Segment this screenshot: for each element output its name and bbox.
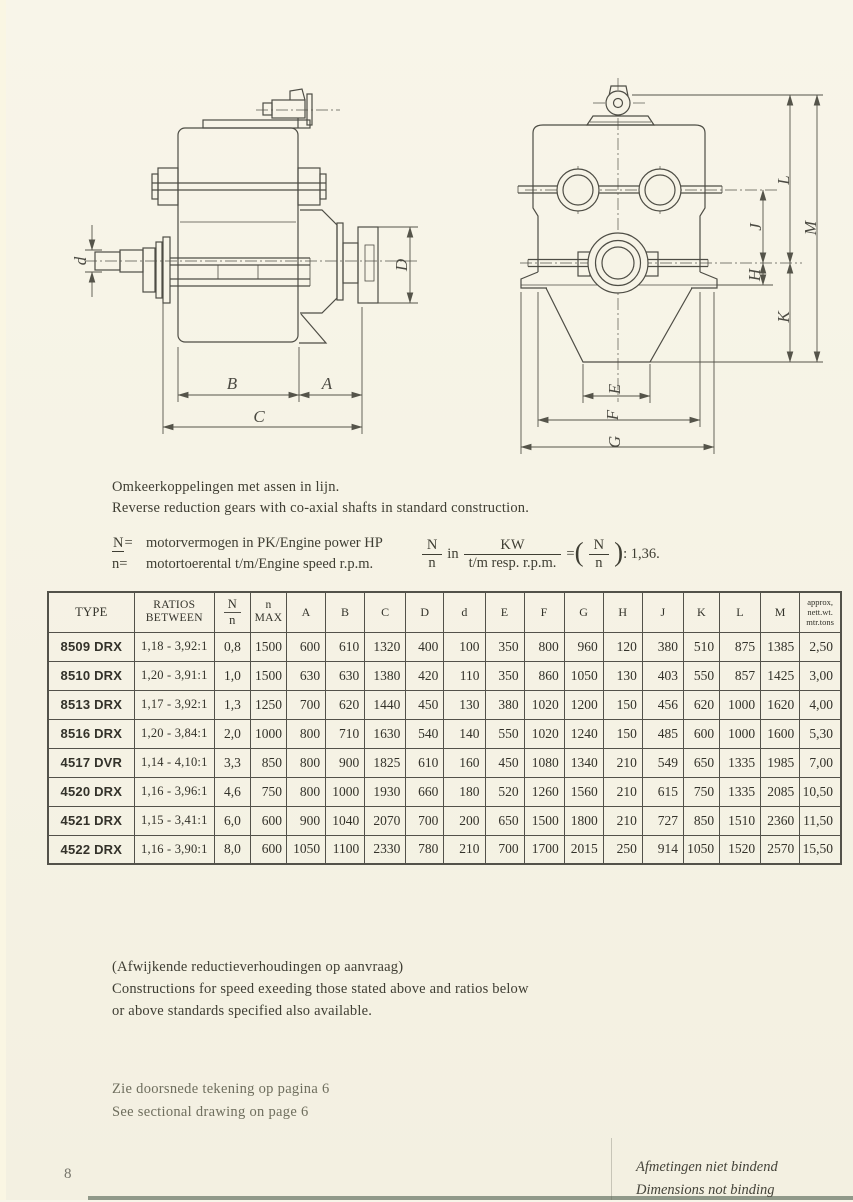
value-cell: 1020 (524, 719, 564, 748)
dim-label-J: J (746, 223, 765, 231)
value-cell: 2360 (761, 806, 800, 835)
value-cell: 860 (524, 661, 564, 690)
dim-label-L: L (774, 175, 793, 185)
type-cell: 4522 DRX (48, 835, 134, 864)
ratios-cell: 1,20 - 3,91:1 (134, 661, 214, 690)
dim-label-M: M (801, 220, 820, 236)
disclaimer-en: Dimensions not binding (636, 1182, 775, 1198)
value-cell: 1335 (720, 777, 761, 806)
value-cell: 1600 (761, 719, 800, 748)
value-cell: 549 (642, 748, 683, 777)
value-cell: 1040 (326, 806, 365, 835)
value-cell: 850 (683, 806, 719, 835)
value-cell: 620 (683, 690, 719, 719)
value-cell: 700 (406, 806, 444, 835)
value-cell: 615 (642, 777, 683, 806)
value-cell: 1985 (761, 748, 800, 777)
value-cell: 780 (406, 835, 444, 864)
value-cell: 1800 (564, 806, 603, 835)
side-view-dimensions (85, 225, 418, 434)
dim-label-K: K (774, 311, 793, 323)
value-cell: 1620 (761, 690, 800, 719)
header-dim-J: J (642, 592, 683, 632)
conversion-formula (417, 537, 660, 572)
value-cell: 857 (720, 661, 761, 690)
dim-label-D: D (392, 258, 411, 272)
front-view-drawing (505, 70, 835, 470)
value-cell: 650 (683, 748, 719, 777)
value-cell: 130 (603, 661, 642, 690)
note-line-2: Constructions for speed exeeding those stated above and ratios below (112, 981, 529, 997)
paper-crease-line (611, 1138, 612, 1200)
value-cell: 540 (406, 719, 444, 748)
intro-text (112, 477, 529, 519)
nmax-cell: 750 (250, 777, 286, 806)
value-cell: 456 (642, 690, 683, 719)
value-cell: 700 (287, 690, 326, 719)
ratios-cell: 1,15 - 3,41:1 (134, 806, 214, 835)
value-cell: 400 (406, 632, 444, 661)
table-row (48, 748, 841, 777)
value-cell: 2330 (365, 835, 406, 864)
shaft-centerline (85, 110, 420, 261)
value-cell: 1000 (720, 719, 761, 748)
value-cell: 610 (406, 748, 444, 777)
value-cell: 1380 (365, 661, 406, 690)
value-cell: 1050 (683, 835, 719, 864)
table-row (48, 719, 841, 748)
header-ratios: RATIOS BETWEEN (134, 592, 214, 632)
value-cell: 1520 (720, 835, 761, 864)
nmax-cell: 1500 (250, 661, 286, 690)
value-cell: 900 (326, 748, 365, 777)
legend-formula (112, 533, 660, 575)
value-cell: 210 (444, 835, 485, 864)
nmax-cell: 850 (250, 748, 286, 777)
note-line-3: or above standards specified also available. (112, 1003, 373, 1019)
symbol-N: N= (113, 535, 133, 551)
availability-notes (112, 956, 529, 1022)
value-cell: 1020 (524, 690, 564, 719)
nn-cell: 0,8 (214, 632, 250, 661)
front-view-centerlines (520, 78, 802, 402)
value-cell: 450 (406, 690, 444, 719)
type-cell: 4520 DRX (48, 777, 134, 806)
header-dim-K: K (683, 592, 719, 632)
gearbox-front-outline (518, 86, 722, 362)
value-cell: 1560 (564, 777, 603, 806)
nn-cell: 4,6 (214, 777, 250, 806)
value-cell: 1700 (524, 835, 564, 864)
value-cell: 550 (485, 719, 524, 748)
gearbox-side-outline (95, 89, 378, 343)
value-cell: 1440 (365, 690, 406, 719)
value-cell: 914 (642, 835, 683, 864)
table-row (48, 690, 841, 719)
value-cell: 2070 (365, 806, 406, 835)
value-cell: 120 (603, 632, 642, 661)
table-header-row (48, 592, 841, 632)
nn-cell: 6,0 (214, 806, 250, 835)
weight-cell: 7,00 (800, 748, 841, 777)
value-cell: 660 (406, 777, 444, 806)
close-paren: ) (614, 536, 624, 567)
value-cell: 2015 (564, 835, 603, 864)
value-cell: 900 (287, 806, 326, 835)
front-view-dimension-labels (603, 175, 820, 448)
header-dim-A: A (287, 592, 326, 632)
header-nmax: n MAX (250, 592, 286, 632)
table-row (48, 806, 841, 835)
value-cell: 750 (683, 777, 719, 806)
value-cell: 1510 (720, 806, 761, 835)
dim-label-F: F (603, 409, 622, 421)
value-cell: 130 (444, 690, 485, 719)
note-line-1: (Afwijkende reductieverhoudingen op aanvraag) (112, 959, 404, 975)
value-cell: 520 (485, 777, 524, 806)
ratios-cell: 1,16 - 3,96:1 (134, 777, 214, 806)
value-cell: 2085 (761, 777, 800, 806)
value-cell: 600 (287, 632, 326, 661)
page-number: 8 (64, 1166, 72, 1182)
definition-N: motorvermogen in PK/Engine power HP (146, 535, 383, 551)
header-dim-d: d (444, 592, 485, 632)
weight-cell: 11,50 (800, 806, 841, 835)
dim-label-G: G (605, 435, 624, 449)
fraction-N-over-n-2: N n (589, 537, 609, 572)
side-view-dimension-labels (71, 256, 411, 426)
value-cell: 550 (683, 661, 719, 690)
header-nn-fraction: $\frac{N}{n}$ (214, 592, 250, 632)
nmax-cell: 1250 (250, 690, 286, 719)
nmax-cell: 600 (250, 835, 286, 864)
value-cell: 800 (287, 719, 326, 748)
header-dim-M: M (761, 592, 800, 632)
value-cell: 380 (642, 632, 683, 661)
dim-label-d: d (71, 256, 90, 266)
value-cell: 710 (326, 719, 365, 748)
value-cell: 1630 (365, 719, 406, 748)
cross-reference-en: See sectional drawing on page 6 (112, 1104, 309, 1120)
table-row (48, 632, 841, 661)
value-cell: 800 (287, 748, 326, 777)
cross-reference-nl: Zie doorsnede tekening op pagina 6 (112, 1081, 330, 1097)
value-cell: 630 (326, 661, 365, 690)
nn-cell: 8,0 (214, 835, 250, 864)
value-cell: 160 (444, 748, 485, 777)
value-cell: 1050 (287, 835, 326, 864)
value-cell: 800 (524, 632, 564, 661)
type-cell: 8510 DRX (48, 661, 134, 690)
side-view-drawing (60, 75, 460, 475)
fraction-N-over-n: N n (422, 537, 442, 572)
spec-table-body (48, 632, 841, 864)
value-cell: 1080 (524, 748, 564, 777)
value-cell: 140 (444, 719, 485, 748)
value-cell: 110 (444, 661, 485, 690)
value-cell: 250 (603, 835, 642, 864)
dim-label-A: A (321, 374, 333, 393)
value-cell: 510 (683, 632, 719, 661)
value-cell: 1930 (365, 777, 406, 806)
nn-cell: 3,3 (214, 748, 250, 777)
value-cell: 380 (485, 690, 524, 719)
open-paren: ( (574, 536, 584, 567)
dim-label-C: C (253, 407, 265, 426)
value-cell: 1200 (564, 690, 603, 719)
value-cell: 1050 (564, 661, 603, 690)
value-cell: 210 (603, 748, 642, 777)
value-cell: 727 (642, 806, 683, 835)
ratios-cell: 1,20 - 3,84:1 (134, 719, 214, 748)
header-dim-H: H (603, 592, 642, 632)
dim-label-H: H (745, 268, 764, 282)
type-cell: 8509 DRX (48, 632, 134, 661)
nn-cell: 2,0 (214, 719, 250, 748)
header-dim-C: C (365, 592, 406, 632)
value-cell: 350 (485, 632, 524, 661)
nmax-cell: 1000 (250, 719, 286, 748)
header-dim-F: F (524, 592, 564, 632)
header-dim-G: G (564, 592, 603, 632)
nn-cell: 1,0 (214, 661, 250, 690)
value-cell: 875 (720, 632, 761, 661)
front-view-dimensions (521, 95, 823, 454)
value-cell: 1335 (720, 748, 761, 777)
value-cell: 600 (683, 719, 719, 748)
table-row (48, 835, 841, 864)
header-type: TYPE (48, 592, 134, 632)
value-cell: 630 (287, 661, 326, 690)
value-cell: 2570 (761, 835, 800, 864)
dimensions-disclaimer (636, 1156, 778, 1202)
in-word: in (447, 545, 459, 562)
value-cell: 1385 (761, 632, 800, 661)
header-dim-E: E (485, 592, 524, 632)
dim-label-E: E (605, 383, 624, 395)
value-cell: 420 (406, 661, 444, 690)
weight-cell: 10,50 (800, 777, 841, 806)
disclaimer-nl: Afmetingen niet bindend (636, 1159, 778, 1175)
type-cell: 4521 DRX (48, 806, 134, 835)
weight-cell: 4,00 (800, 690, 841, 719)
value-cell: 1500 (524, 806, 564, 835)
page-left-edge (0, 0, 6, 1200)
ratios-cell: 1,17 - 3,92:1 (134, 690, 214, 719)
nmax-cell: 600 (250, 806, 286, 835)
value-cell: 403 (642, 661, 683, 690)
value-cell: 620 (326, 690, 365, 719)
value-cell: 100 (444, 632, 485, 661)
weight-cell: 5,30 (800, 719, 841, 748)
value-cell: 210 (603, 777, 642, 806)
value-cell: 1100 (326, 835, 365, 864)
fraction-kw-rpm: KW t/m resp. r.p.m. (464, 537, 562, 572)
type-cell: 8513 DRX (48, 690, 134, 719)
value-cell: 1340 (564, 748, 603, 777)
weight-cell: 15,50 (800, 835, 841, 864)
ratios-cell: 1,14 - 4,10:1 (134, 748, 214, 777)
weight-cell: 2,50 (800, 632, 841, 661)
header-weight: approx, nett.wt. mtr.tons (800, 592, 841, 632)
table-row (48, 777, 841, 806)
value-cell: 350 (485, 661, 524, 690)
type-cell: 8516 DRX (48, 719, 134, 748)
specification-table (47, 591, 842, 865)
value-cell: 1240 (564, 719, 603, 748)
ratios-cell: 1,18 - 3,92:1 (134, 632, 214, 661)
symbol-definitions (112, 533, 383, 575)
value-cell: 610 (326, 632, 365, 661)
value-cell: 1260 (524, 777, 564, 806)
nn-cell: 1,3 (214, 690, 250, 719)
value-cell: 800 (287, 777, 326, 806)
header-dim-D: D (406, 592, 444, 632)
value-cell: 200 (444, 806, 485, 835)
value-cell: 650 (485, 806, 524, 835)
ratio-value: : 1,36. (623, 545, 660, 562)
value-cell: 1000 (720, 690, 761, 719)
header-dim-B: B (326, 592, 365, 632)
value-cell: 450 (485, 748, 524, 777)
value-cell: 700 (485, 835, 524, 864)
dim-label-B: B (226, 374, 238, 393)
value-cell: 150 (603, 690, 642, 719)
equals-sign: = (566, 545, 575, 562)
value-cell: 150 (603, 719, 642, 748)
value-cell: 210 (603, 806, 642, 835)
value-cell: 485 (642, 719, 683, 748)
table-row (48, 661, 841, 690)
type-cell: 4517 DVR (48, 748, 134, 777)
value-cell: 1425 (761, 661, 800, 690)
definition-n: motortoerental t/m/Engine speed r.p.m. (146, 556, 374, 572)
symbol-n: n= (112, 556, 128, 572)
value-cell: 1000 (326, 777, 365, 806)
intro-line-en: Reverse reduction gears with co-axial shafts in standard construction. (112, 500, 530, 516)
value-cell: 180 (444, 777, 485, 806)
weight-cell: 3,00 (800, 661, 841, 690)
nmax-cell: 1500 (250, 632, 286, 661)
value-cell: 1825 (365, 748, 406, 777)
value-cell: 960 (564, 632, 603, 661)
header-dim-L: L (720, 592, 761, 632)
value-cell: 1320 (365, 632, 406, 661)
ratios-cell: 1,16 - 3,90:1 (134, 835, 214, 864)
cross-reference (112, 1078, 330, 1124)
intro-line-nl: Omkeerkoppelingen met assen in lijn. (112, 479, 340, 495)
